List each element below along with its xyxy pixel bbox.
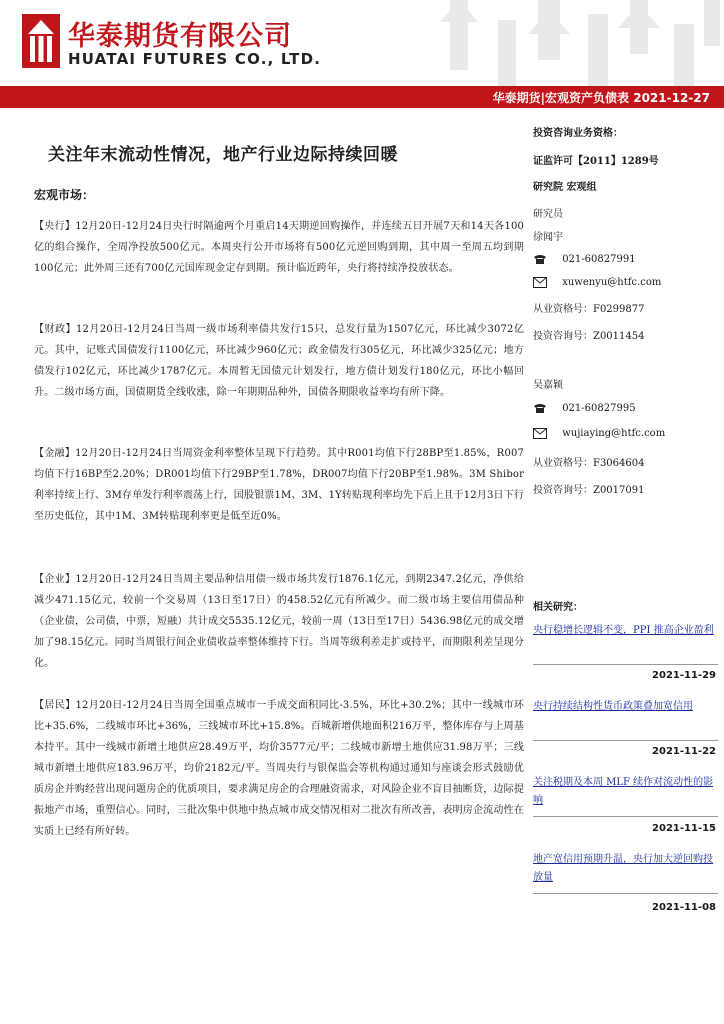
header-decoration-icon (420, 0, 724, 86)
related-research-date: 2021-11-08 (652, 902, 716, 913)
related-research-item (533, 698, 718, 716)
related-research-title: 相关研究： (533, 602, 583, 613)
report-title: 关注年末流动性情况，地产行业边际持续回暖 (48, 145, 398, 165)
analyst-practice-number: 从业资格号：F0299877 (533, 304, 645, 315)
license-number: 证监许可【2011】1289号 (533, 156, 659, 167)
related-research-date: 2021-11-22 (652, 746, 716, 757)
research-dept: 研究院 宏观组 (533, 182, 597, 193)
related-research-date: 2021-11-29 (652, 670, 716, 681)
related-research-link[interactable]: 央行稳增长逻辑不变，PPI 推高企业盈利 (533, 625, 714, 636)
paragraph-enterprise: 【企业】12月20日-12月24日当周主要品种信用债一级市场共发行1876.1亿元，到期2347.2亿元，净供给减少471.15亿元，较前一个交易周（13日至17日）的458.52亿元有所减少。而二级市场主要信用债品种（企业债，公司债，中票，短融）共计成交5535.12亿元，较前一周（13日至17日）5436.98亿元的成交增加了98.15亿元。同时当周银行间企业债收益率整体维持下行。当周等级利差走扩或持平，而期限利差呈现分化。 (34, 574, 524, 669)
email-icon (533, 277, 547, 288)
analyst-email[interactable]: wujiaying@htfc.com (562, 428, 666, 439)
banner-title-date: 华泰期货|宏观资产负债表 2021-12-27 (492, 91, 710, 105)
paragraph-finance: 【金融】12月20日-12月24日当周资金利率整体呈现下行趋势。其中R001均值下行28BP至1.85%，R007均值下行16BP至2.20%；DR001均值下行29BP至1.78%，DR007均值下行20BP至1.98%。3M Shibor利率持续上行、3M存单发行利率震荡上行，国股银票1M、3M、1Y转贴现利率均先下后上且于12月3日下行至历史低位，其中1M、3M转贴现利率更是低至近0%。 (34, 448, 524, 522)
qualification-title: 投资咨询业务资格： (533, 128, 623, 139)
report-header (0, 0, 724, 86)
divider (533, 893, 718, 894)
analyst-practice-number: 从业资格号：F3064604 (533, 458, 645, 469)
analyst-advisory-number: 投资咨询号：Z0017091 (533, 485, 645, 496)
report-banner (0, 86, 724, 108)
divider (533, 740, 718, 741)
researcher-label: 研究员 (533, 209, 563, 220)
analyst-name: 吴嘉颖 (533, 380, 563, 391)
analyst-phone-row (533, 254, 636, 265)
analyst-phone: 021-60827995 (562, 403, 636, 414)
divider (533, 664, 718, 665)
paragraph-household: 【居民】12月20日-12月24日当周全国重点城市一手成交面积同比-3.5%，环比+30.2%；其中一线城市环比+35.6%，二线城市环比+36%，三线城市环比+15.8%。百城新增供地面积216万平，整体库存与上周基本持平。其中一线城市新增土地供应28.49万平，均价3577元/平；二线城市新增土地供应31.98万平；三线城市新增土地供应183.96万平，均价2182元/平。当周央行与银保监会等机构通过通知与座谈会形式鼓励优质房企并购经营出现问题房企的优质项目，要求满足房企的合理融资需求，对风险企业不盲目抽断贷，边际提振地产市场，重塑信心。同时，三批次集中供地中热点城市成交情况相对二批次有所改善，表明房企流动性在实质上已经有所好转。 (34, 700, 524, 837)
related-research-item (533, 774, 718, 810)
related-research-link[interactable]: 地产宽信用预期升温，央行加大逆回购投放量 (533, 854, 713, 883)
analyst-email-row (533, 277, 661, 288)
analyst-name: 徐闻宇 (533, 232, 563, 243)
divider (533, 816, 718, 817)
company-name-cn: 华泰期货有限公司 (68, 21, 292, 52)
related-research-link[interactable]: 央行持续结构性货币政策叠加宽信用 (533, 701, 693, 712)
phone-icon (533, 254, 547, 265)
phone-icon (533, 403, 547, 414)
section-heading: 宏观市场： (34, 188, 95, 202)
huatai-logo-icon (22, 14, 60, 68)
analyst-email-row (533, 428, 665, 439)
email-icon (533, 428, 547, 439)
analyst-advisory-number: 投资咨询号：Z0011454 (533, 331, 645, 342)
paragraph-central-bank: 【央行】12月20日-12月24日央行时隔逾两个月重启14天期逆回购操作，并连续五日开展7天和14天各100亿的组合操作，全周净投放500亿元。本周央行公开市场将有500亿元逆回购到期，其中周一至周五均到期100亿元；此外周三还有700亿元国库现金定存到期。预计临近跨年，央行将持续净投放状态。 (34, 221, 524, 274)
analyst-email[interactable]: xuwenyu@htfc.com (562, 277, 662, 288)
related-research-link[interactable]: 关注税期及本周 MLF 续作对流动性的影响 (533, 777, 714, 806)
related-research-item (533, 622, 718, 640)
paragraph-fiscal: 【财政】12月20日-12月24日当周一级市场利率债共发行15只，总发行量为1507亿元，环比减少3072亿元。其中，记账式国债发行1100亿元，环比减少960亿元；政金债发行305亿元，环比减少325亿元；地方债发行102亿元，环比减少1787亿元。本周暂无国债元计划发行，地方债计划发行180亿元，环比小幅回升。二级市场方面，国债期货全线收涨，除一年期期品种外，国债各期限收益率均有所下降。 (34, 324, 524, 398)
analyst-phone-row (533, 403, 636, 414)
company-name-en: HUATAI FUTURES CO., LTD. (68, 50, 322, 68)
analyst-phone: 021-60827991 (562, 254, 636, 265)
related-research-date: 2021-11-15 (652, 823, 716, 834)
related-research-item (533, 851, 718, 887)
